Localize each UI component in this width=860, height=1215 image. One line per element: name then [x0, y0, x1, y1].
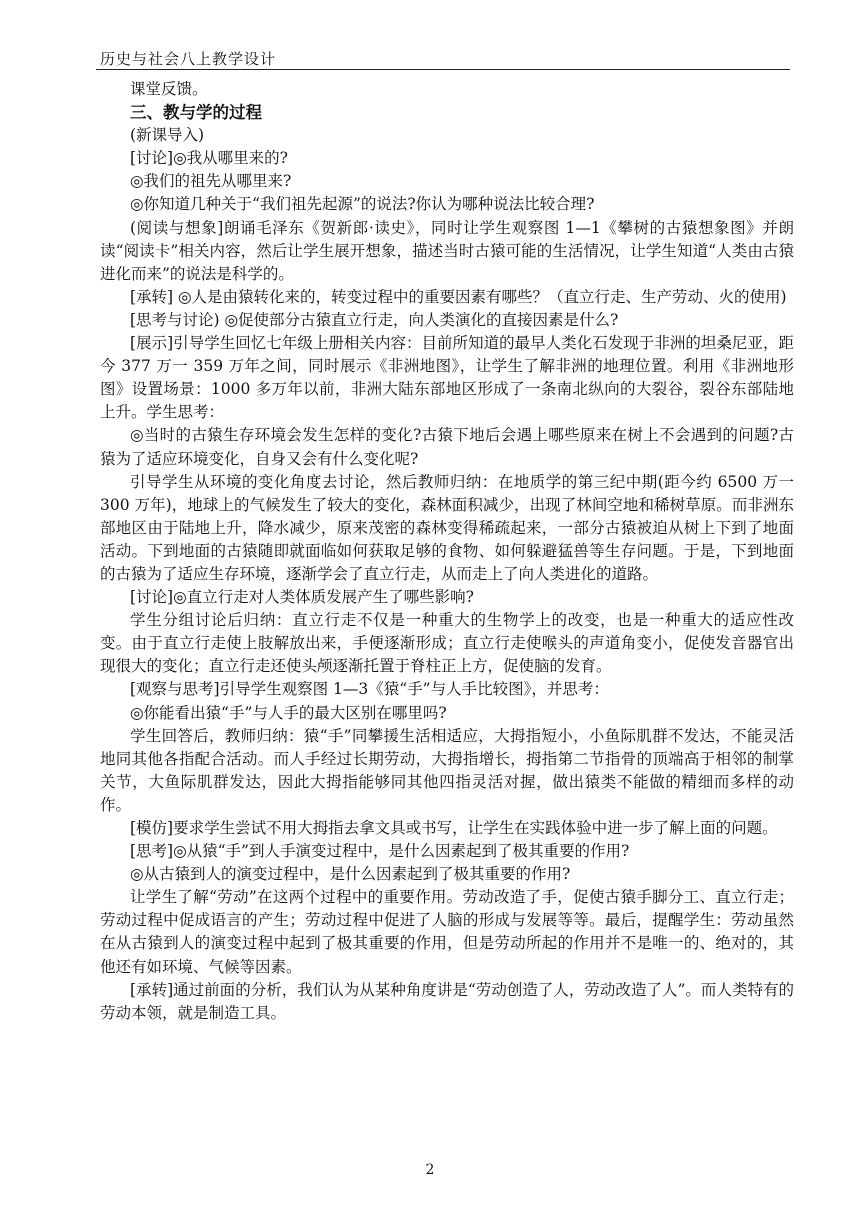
paragraph: ◎你知道几种关于“我们祖先起源”的说法?你认为哪种说法比较合理? — [130, 195, 595, 214]
paragraph: 引导学生从环境的变化角度去讨论，然后教师归纳：在地质学的第三纪中期(距今约 6500 万一 300 万年)，地球上的气候发生了较大的变化，森林面积减少，出现了林间空地和稀树草原。而非洲东部地区由于陆地上升，降水减少，原来茂密的森林变得稀疏起来，一部分古猿被迫从树上下到了地面活动。下到地面的古猿随即就面临如何获取足够的食物、如何躲避猛兽等生存问题。于是，下到地面的古猿为了适应生存环境，逐渐学会了直立行走，从而走上了向人类进化的道路。 — [100, 472, 794, 583]
document-body — [100, 78, 794, 1025]
paragraph: [模仿]要求学生尝试不用大拇指去拿文具或书写，让学生在实践体验中进一步了解上面的问题。 — [130, 819, 778, 837]
paragraph: [思考与讨论) ◎促使部分古猿直立行走，向人类演化的直接因素是什么? — [130, 310, 619, 329]
paragraph: 学生分组讨论后归纳：直立行走不仅是一种重大的生物学上的改变，也是一种重大的适应性改变。由于直立行走使上肢解放出来，手便逐渐形成；直立行走使喉头的声道角变小，促使发音器官出现很大的变化；直立行走还使头颅逐渐托置于脊柱正上方，促使脑的发育。 — [100, 611, 794, 676]
paragraph: (新课导入) — [130, 126, 205, 145]
paragraph: [展示]引导学生回忆七年级上册相关内容：目前所知道的最早人类化石发现于非洲的坦桑尼亚，距今 377 万一 359 万年之间，同时展示《非洲地图》，让学生了解非洲的地理位置。利用《非洲地形图》设置场景：1000 多万年以前，非洲大陆东部地区形成了一条南北纵向的大裂谷，裂谷东部陆地上升。学生思考： — [100, 334, 794, 422]
paragraph: (阅读与想象]朗诵毛泽东《贺新郎·读史》，同时让学生观察图 1—1《攀树的古猿想象图》并朗读“阅读卡”相关内容，然后让学生展开想象，描述当时古猿可能的生活情况，让学生知道“人类由古猿进化而来”的说法是科学的。 — [100, 218, 794, 283]
page-header-title: 历史与社会八上教学设计 — [100, 50, 277, 68]
paragraph: [承转]通过前面的分析，我们认为从某种角度讲是“劳动创造了人，劳动改造了人”。而人类特有的劳动本领，就是制造工具。 — [100, 980, 794, 1022]
paragraph: ◎从古猿到人的演变过程中，是什么因素起到了极其重要的作用? — [130, 865, 571, 884]
paragraph: [观察与思考]引导学生观察图 1—3《猿“手”与人手比较图》，并思考： — [130, 680, 609, 699]
paragraph: 让学生了解“劳动”在这两个过程中的重要作用。劳动改造了手，促使古猿手脚分工、直立行走；劳动过程中促成语言的产生；劳动过程中促进了人脑的形成与发展等等。最后，提醒学生：劳动虽然在从古猿到人的演变过程中起到了极其重要的作用，但是劳动所起的作用并不是唯一的、绝对的，其他还有如环境、气候等因素。 — [100, 888, 794, 976]
paragraph: ◎当时的古猿生存环境会发生怎样的变化?古猿下地后会遇上哪些原来在树上不会遇到的问题?古猿为了适应环境变化，自身又会有什么变化呢? — [100, 426, 794, 468]
paragraph: [思考]◎从猿“手”到人手演变过程中，是什么因素起到了极其重要的作用? — [130, 842, 630, 861]
header-divider — [96, 69, 790, 70]
paragraph: 课堂反馈。 — [130, 80, 208, 98]
section-heading: 三、教与学的过程 — [130, 103, 262, 123]
paragraph: [承转] ◎人是由猿转化来的，转变过程中的重要因素有哪些？（直立行走、生产劳动、火的使用) — [130, 287, 787, 306]
paragraph: [讨论]◎我从哪里来的? — [130, 149, 288, 168]
paragraph: [讨论]◎直立行走对人类体质发展产生了哪些影响? — [130, 588, 474, 607]
paragraph: 学生回答后，教师归纳：猿“手”同攀援生活相适应，大拇指短小，小鱼际肌群不发达，不能灵活地同其他各指配合活动。而人手经过长期劳动，大拇指增长，拇指第二节指骨的顶端高于相邻的制掌关节，大鱼际肌群发达，因此大拇指能够同其他四指灵活对握，做出猿类不能做的精细而多样的动作。 — [100, 726, 794, 814]
paragraph: ◎我们的祖先从哪里来? — [130, 172, 292, 191]
page-number: 2 — [425, 1162, 435, 1178]
paragraph: ◎你能看出猿“手”与人手的最大区别在哪里吗? — [130, 703, 447, 722]
